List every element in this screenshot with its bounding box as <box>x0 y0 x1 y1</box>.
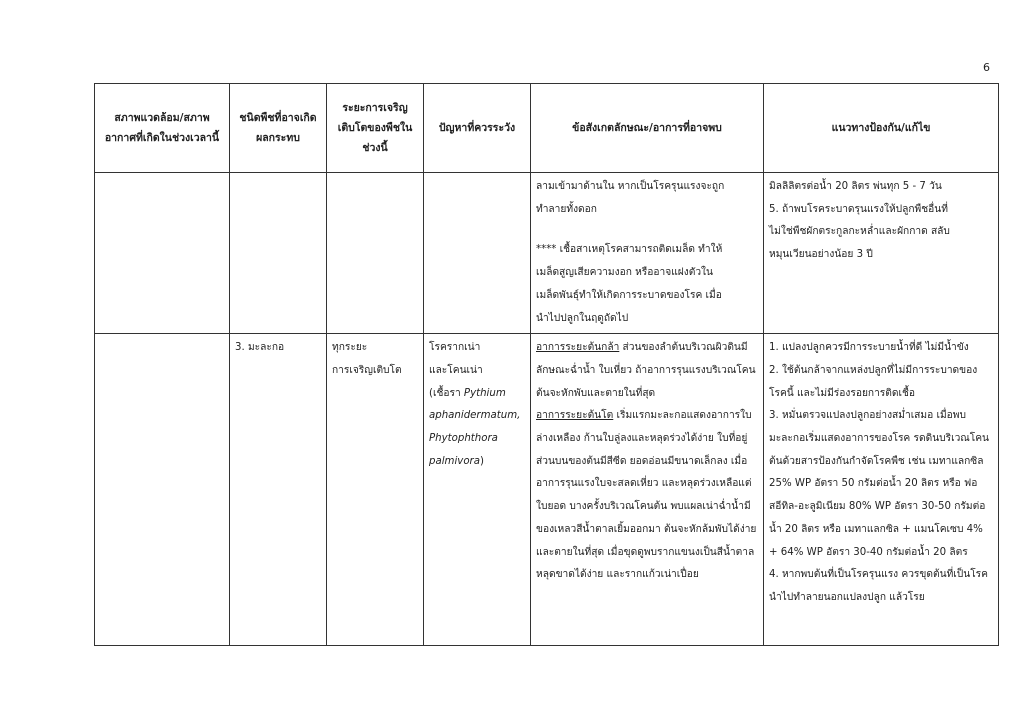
page-number: 6 <box>983 61 990 74</box>
symptoms-note: **** เชื้อสาเหตุโรคสามารถติดเมล็ด ทำให้ เมล็ดสูญเสียความงอก หรืออาจแฝงตัวใน เมล็ดพันธุ์ทำให้เกิดการระบาดของโรค เมื่อ นำไปปลูกในฤดูถัดไป <box>536 244 723 324</box>
seedling-label: อาการระยะต้นกล้า <box>536 342 620 354</box>
seedling-symptoms <box>536 337 758 405</box>
growth-stage-text: ทุกระยะ การเจริญเติบโต <box>332 342 402 376</box>
problem-name: โรครากเน่า และโคนเน่า (เชื้อรา <box>429 342 483 399</box>
problem-close: ) <box>480 455 484 467</box>
cell-prevention <box>764 334 999 646</box>
cell-problem <box>424 173 531 334</box>
header-prevention: แนวทางป้องกัน/แก้ไข <box>764 84 999 173</box>
cell-prevention <box>764 173 999 334</box>
cell-growth-stage <box>327 334 424 646</box>
header-plant-type: ชนิดพืชที่อาจเกิดผลกระทบ <box>230 84 327 173</box>
seedling-text: ส่วนของลำต้นบริเวณผิวดินมีลักษณะฉ่ำน้ำ ใบเหี่ยว ถ้าอาการรุนแรงบริเวณโคนต้นจะหักพับและตายในที่สุด <box>536 342 756 399</box>
table-row <box>95 173 999 334</box>
cell-symptoms <box>531 334 764 646</box>
problem-text <box>429 337 525 473</box>
cell-plant-type <box>230 173 327 334</box>
header-problem: ปัญหาที่ควรระวัง <box>424 84 531 173</box>
pathogen-species: Pythium aphanidermatum, Phytophthora palmivora <box>429 387 521 467</box>
cell-plant-type <box>230 334 327 646</box>
plant-name: 3. มะละกอ <box>235 342 285 354</box>
header-symptoms: ข้อสังเกตลักษณะ/อาการที่อาจพบ <box>531 84 764 173</box>
cell-environment <box>95 173 230 334</box>
pest-advisory-table <box>94 83 999 646</box>
symptoms-text: ลามเข้ามาด้านใน หากเป็นโรครุนแรงจะถูก ทำลายทั้งดอก <box>536 181 725 215</box>
prevention-text: 1. แปลงปลูกควรมีการระบายน้ำที่ดี ไม่มีน้ำขัง 2. ใช้ต้นกล้าจากแหล่งปลูกที่ไม่มีการระบาดของโรคนี้ และไม่มีร่องรอยการติดเชื้อ 3. หมั่นตรวจแปลงปลูกอย่างสม่ำเสมอ เมื่อพบมะละกอเริ่มแสดงอาการของโรค รดดินบริเวณโคนต้นด้วยสารป้องกันกำจัดโรคพืช เช่น เมทาแลกซิล 25% WP อัตรา 50 กรัมต่อน้ำ 20 ลิตร หรือ ฟอสอีทิล-อะลูมิเนียม 80% WP อัตรา 30-50 กรัมต่อน้ำ 20 ลิตร หรือ เมทาแลกซิล + แมนโคเซบ 4% + 64% WP อัตรา 30-40 กรัมต่อน้ำ 20 ลิตร 4. หากพบต้นที่เป็นโรครุนแรง ควรขุดต้นที่เป็นโรค นำไปทำลายนอกแปลงปลูก แล้วโรย <box>769 342 989 603</box>
cell-symptoms <box>531 173 764 334</box>
table-row <box>95 334 999 646</box>
cell-growth-stage <box>327 173 424 334</box>
cell-environment <box>95 334 230 646</box>
cell-problem <box>424 334 531 646</box>
prevention-text: มิลลิลิตรต่อน้ำ 20 ลิตร พ่นทุก 5 - 7 วัน 5. ถ้าพบโรคระบาดรุนแรงให้ปลูกพืชอื่นที่ ไม่ใช่พืชผักตระกูลกะหล่ำและผักกาด สลับ หมุนเวียนอย่างน้อย 3 ปี <box>769 181 950 261</box>
table-header-row <box>95 84 999 173</box>
mature-text: เริ่มแรกมะละกอแสดงอาการใบล่างเหลือง ก้านใบลู่ลงและหลุดร่วงได้ง่าย ใบที่อยู่ส่วนบนของต้นมีสีซีด ยอดอ่อนมีขนาดเล็กลง เมื่ออาการรุนแรงใบจะสลดเหี่ยว และหลุดร่วงเหลือแต่ใบยอด บางครั้งบริเวณโคนต้น พบแผลเน่าฉ่ำน้ำมีของเหลวสีน้ำตาลเยิ้มออกมา ต้นจะหักล้มพับได้ง่ายและตายในที่สุด เมื่อขุดดูพบรากแขนงเป็นสีน้ำตาลหลุดขาดได้ง่าย และรากแก้วเน่าเปื่อย <box>536 410 757 581</box>
header-growth-stage: ระยะการเจริญเติบโตของพืชในช่วงนี้ <box>327 84 424 173</box>
mature-label: อาการระยะต้นโต <box>536 410 614 422</box>
mature-symptoms <box>536 405 758 587</box>
header-environment: สภาพแวดล้อม/สภาพอากาศที่เกิดในช่วงเวลานี้ <box>95 84 230 173</box>
